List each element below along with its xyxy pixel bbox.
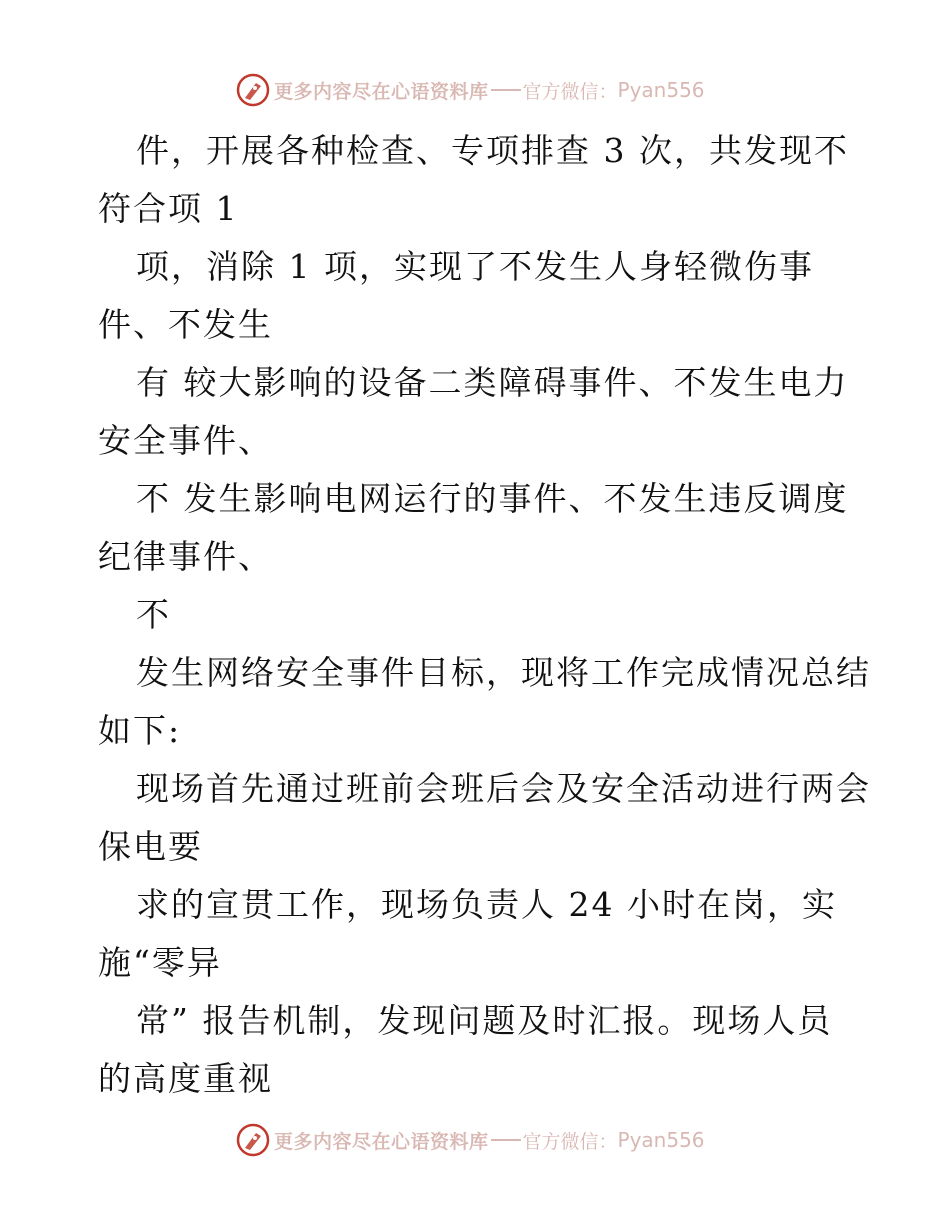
paragraph-line [98, 992, 878, 1050]
paragraph-line [98, 470, 878, 528]
paragraph-line [98, 122, 878, 180]
paragraph-line [98, 412, 878, 470]
line-text: 有 较大影响的设备二类障碍事件、不发生电力 [136, 363, 849, 402]
line-text: 施“零异 [98, 943, 222, 982]
pen-nib-logo-icon [236, 1123, 270, 1157]
watermark-id: Pyan556 [617, 1128, 705, 1152]
paragraph-line [98, 702, 878, 760]
line-text: 件、不发生 [98, 305, 273, 344]
paragraph-line [98, 586, 878, 644]
pen-nib-logo-icon [236, 73, 270, 107]
paragraph-line [98, 818, 878, 876]
paragraph-line [98, 1050, 878, 1108]
paragraph-line [98, 760, 878, 818]
line-text: 符合项 1 [98, 189, 239, 228]
line-text: 保电要 [98, 827, 203, 866]
line-text: 安全事件、 [98, 421, 273, 460]
header-watermark [236, 72, 705, 108]
line-text: 的高度重视 [98, 1059, 273, 1098]
watermark-id: Pyan556 [617, 78, 705, 102]
paragraph-line [98, 180, 878, 238]
watermark-official: 官方微信： [522, 1130, 618, 1153]
line-text: 求的宣贯工作，现场负责人 24 小时在岗，实 [136, 885, 837, 924]
paragraph-line [98, 528, 878, 586]
watermark-official: 官方微信： [522, 80, 618, 103]
paragraph-line [98, 354, 878, 412]
line-text: 项，消除 1 项，实现了不发生人身轻微伤事 [136, 247, 814, 286]
document-body [98, 122, 878, 1108]
paragraph-line [98, 238, 878, 296]
footer-watermark [236, 1122, 705, 1158]
line-text: 纪律事件、 [98, 537, 273, 576]
line-text: 如下: [98, 711, 182, 750]
paragraph-line [98, 296, 878, 354]
line-text: 件，开展各种检查、专项排查 3 次，共发现不 [136, 131, 849, 170]
line-text: 发生网络安全事件目标，现将工作完成情况总结 [136, 653, 871, 692]
paragraph-line [98, 934, 878, 992]
line-text: 不 发生影响电网运行的事件、不发生违反调度 [136, 479, 849, 518]
watermark-brand: 更多内容尽在心语资料库 [274, 80, 489, 103]
line-text: 常” 报告机制，发现问题及时汇报。现场人员 [136, 1001, 833, 1040]
paragraph-line [98, 644, 878, 702]
line-text: 现场首先通过班前会班后会及安全活动进行两会 [136, 769, 871, 808]
watermark-divider [491, 89, 521, 91]
watermark-divider [491, 1139, 521, 1141]
line-text: 不 [136, 595, 171, 634]
paragraph-line [98, 876, 878, 934]
watermark-brand: 更多内容尽在心语资料库 [274, 1130, 489, 1153]
